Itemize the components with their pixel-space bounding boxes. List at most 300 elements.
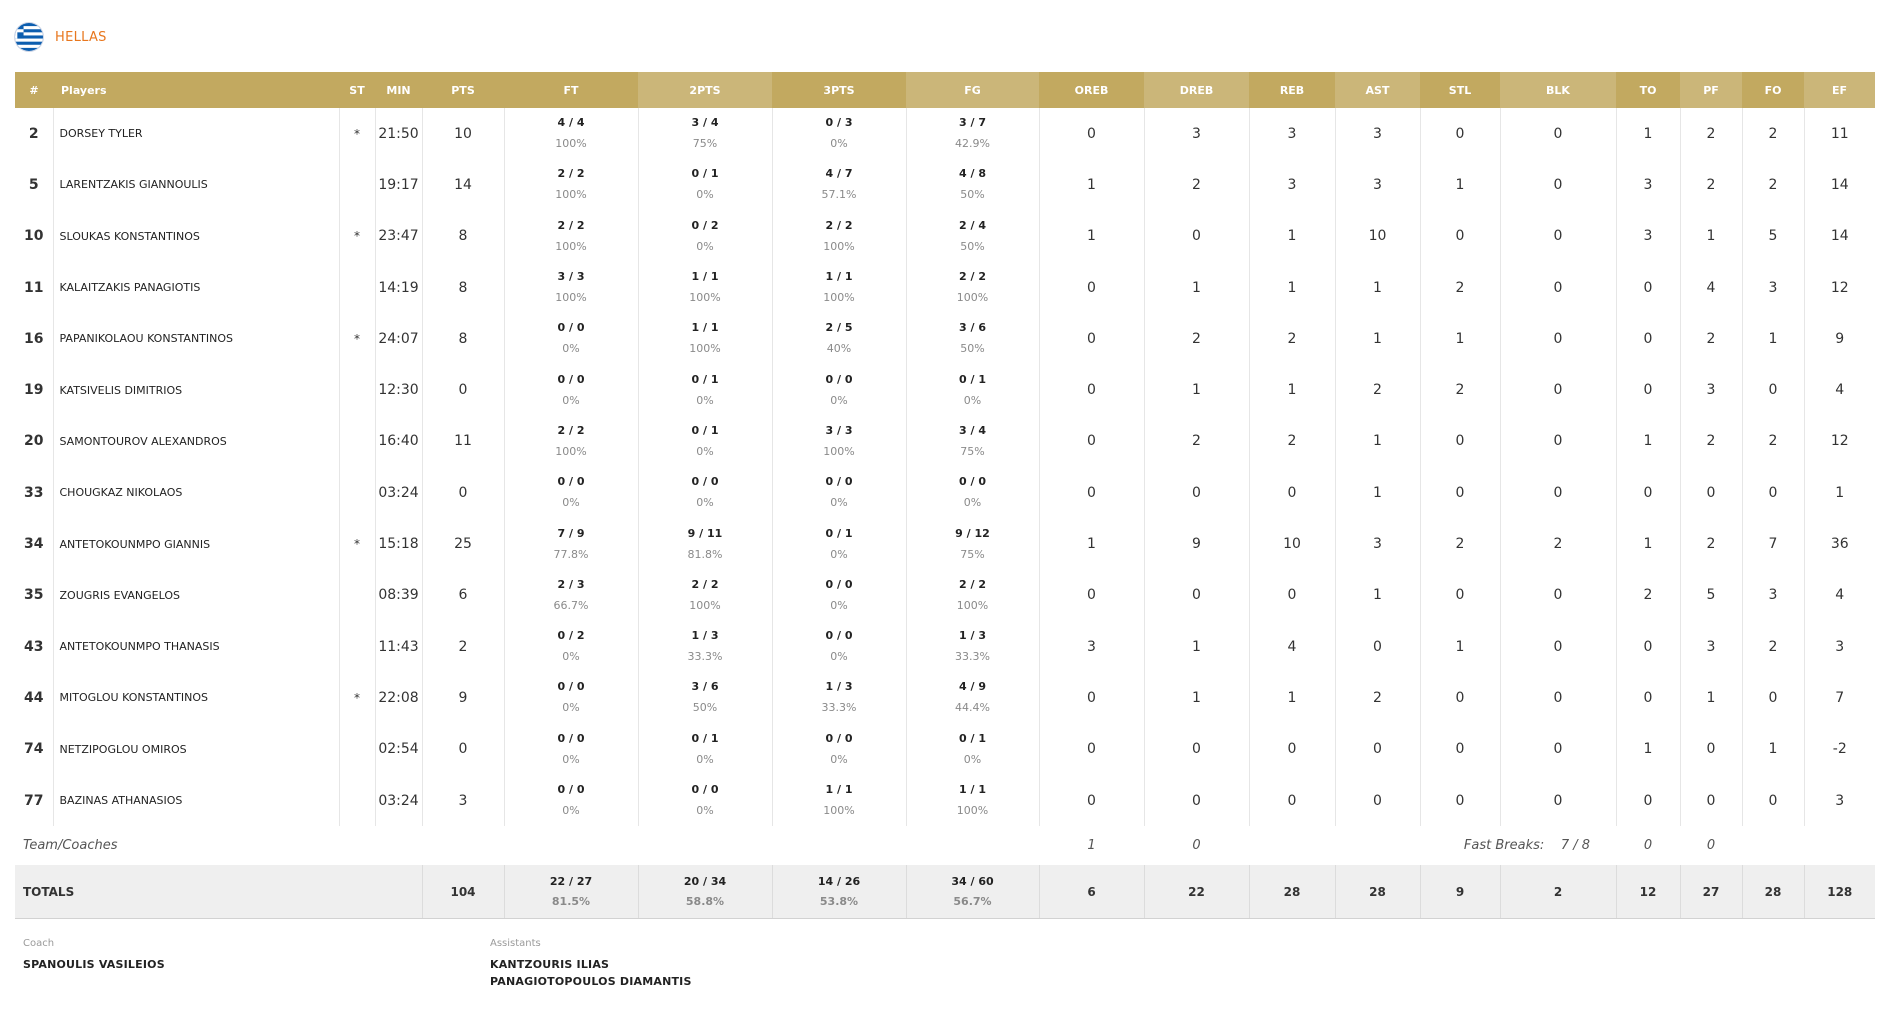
oreb: 1 — [1039, 518, 1144, 569]
p3-cell — [772, 108, 906, 159]
ft-cell — [504, 570, 638, 621]
p3-cell — [772, 159, 906, 210]
ft-pct: 0% — [562, 752, 580, 766]
ft-pct: 0% — [562, 393, 580, 407]
totals-fg-made: 34 / 60 — [951, 874, 994, 888]
team-coaches-row — [15, 826, 1875, 865]
team-pf: 0 — [1706, 838, 1716, 854]
p3-cell — [772, 518, 906, 569]
oreb: 1 — [1039, 211, 1144, 262]
p3-made: 0 / 0 — [825, 372, 853, 386]
ft-cell — [504, 211, 638, 262]
reb: 1 — [1249, 672, 1335, 723]
totals-dreb: 22 — [1144, 865, 1249, 919]
table-row — [15, 416, 1875, 467]
p3-cell — [772, 570, 906, 621]
p2-cell — [638, 211, 772, 262]
p3-made: 1 / 1 — [825, 783, 853, 796]
player-name-link[interactable]: CHOUGKAZ NIKOLAOS — [53, 467, 339, 518]
p2-pct: 0% — [696, 188, 714, 202]
dreb: 1 — [1144, 672, 1249, 723]
totals-ft-pct: 81.5% — [551, 894, 591, 908]
starter-marker — [339, 364, 375, 415]
p2-made: 2 / 2 — [691, 577, 719, 591]
ef: 12 — [1830, 433, 1849, 450]
totals-fg-pct: 56.7% — [953, 894, 992, 908]
fg-cell — [906, 467, 1039, 518]
p2-made: 0 / 0 — [691, 783, 719, 796]
starter-marker: * — [339, 313, 375, 364]
fo: 3 — [1742, 570, 1804, 621]
ef: 14 — [1830, 176, 1849, 193]
fast-breaks-label: Fast Breaks: — [1463, 838, 1545, 854]
p3-pct: 57.1% — [821, 188, 857, 202]
dreb: 1 — [1144, 621, 1249, 672]
ast: 1 — [1335, 313, 1420, 364]
totals-2pts-pct: 58.8% — [685, 894, 725, 908]
totals-pf: 27 — [1680, 865, 1742, 919]
p3-pct: 40% — [826, 342, 852, 356]
fo: 0 — [1742, 775, 1804, 826]
fg-made: 2 / 2 — [959, 270, 986, 284]
fg-made: 9 / 12 — [955, 526, 990, 540]
fg-pct: 42.9% — [955, 137, 990, 151]
p3-cell — [772, 313, 906, 364]
dreb: 2 — [1144, 159, 1249, 210]
dreb: 9 — [1144, 518, 1249, 569]
ft-made: 0 / 0 — [557, 321, 585, 335]
assistant-name: PANAGIOTOPOULOS DIAMANTIS — [490, 975, 692, 988]
ft-made: 0 / 0 — [557, 783, 585, 796]
table-row — [15, 108, 1875, 159]
totals-ft-made: 22 / 27 — [549, 874, 593, 888]
p3-cell — [772, 262, 906, 313]
minutes: 02:54 — [375, 724, 422, 775]
team-to: 0 — [1643, 838, 1653, 854]
player-name-link[interactable]: ZOUGRIS EVANGELOS — [53, 570, 339, 621]
fg-pct: 100% — [956, 291, 989, 305]
starter-marker: * — [339, 672, 375, 723]
col-header-ast[interactable]: AST — [1335, 72, 1420, 108]
starter-marker — [339, 159, 375, 210]
minutes: 11:43 — [375, 621, 422, 672]
player-number: 43 — [15, 621, 53, 672]
player-name-link[interactable]: SLOUKAS KONSTANTINOS — [53, 211, 339, 262]
ft-cell — [504, 775, 638, 826]
to: 0 — [1616, 262, 1680, 313]
blk: 0 — [1500, 467, 1616, 518]
pf: 3 — [1680, 364, 1742, 415]
table-row — [15, 211, 1875, 262]
p2-pct: 75% — [692, 137, 718, 151]
ast: 0 — [1335, 724, 1420, 775]
totals-3pts-pct: 53.8% — [819, 894, 859, 908]
reb: 0 — [1249, 467, 1335, 518]
p2-pct: 0% — [696, 804, 714, 817]
minutes: 16:40 — [375, 416, 422, 467]
col-header-to[interactable]: TO — [1616, 72, 1680, 108]
p3-pct: 33.3% — [821, 701, 857, 715]
blk: 0 — [1500, 108, 1616, 159]
ft-made: 2 / 2 — [557, 423, 585, 437]
pf: 1 — [1680, 672, 1742, 723]
ft-cell — [504, 621, 638, 672]
fg-cell — [906, 672, 1039, 723]
p2-cell — [638, 159, 772, 210]
p2-made: 0 / 1 — [691, 731, 719, 745]
fg-cell — [906, 570, 1039, 621]
to: 0 — [1616, 313, 1680, 364]
p2-made: 1 / 1 — [691, 321, 719, 335]
dreb: 0 — [1144, 570, 1249, 621]
ft-pct: 100% — [555, 188, 587, 202]
p2-made: 1 / 3 — [691, 629, 719, 643]
dreb: 0 — [1144, 775, 1249, 826]
p2-cell — [638, 108, 772, 159]
fg-pct: 75% — [960, 547, 985, 561]
dreb: 2 — [1144, 313, 1249, 364]
minutes: 12:30 — [375, 364, 422, 415]
player-name-link[interactable]: KALAITZAKIS PANAGIOTIS — [53, 262, 339, 313]
p3-cell — [772, 467, 906, 518]
points: 14 — [422, 159, 504, 210]
reb: 2 — [1249, 313, 1335, 364]
col-header-stl[interactable]: STL — [1420, 72, 1500, 108]
p2-made: 0 / 2 — [691, 218, 719, 232]
player-number: 19 — [15, 364, 53, 415]
col-header-blk[interactable]: BLK — [1500, 72, 1616, 108]
ft-made: 0 / 2 — [557, 629, 585, 643]
table-header-row — [15, 72, 1875, 108]
fg-made: 1 / 3 — [959, 629, 986, 643]
dreb: 0 — [1144, 724, 1249, 775]
ast: 1 — [1335, 262, 1420, 313]
ef: 3 — [1835, 792, 1845, 809]
oreb: 3 — [1039, 621, 1144, 672]
ef: 12 — [1830, 279, 1849, 296]
table-row — [15, 313, 1875, 364]
stl: 0 — [1420, 416, 1500, 467]
p2-made: 1 / 1 — [691, 270, 719, 284]
fg-made: 0 / 0 — [959, 475, 986, 489]
p3-made: 0 / 1 — [825, 526, 853, 540]
dreb: 0 — [1144, 211, 1249, 262]
p2-cell — [638, 621, 772, 672]
stl: 0 — [1420, 724, 1500, 775]
ft-cell — [504, 262, 638, 313]
reb: 2 — [1249, 416, 1335, 467]
blk: 0 — [1500, 416, 1616, 467]
player-name-link[interactable]: BAZINAS ATHANASIOS — [53, 775, 339, 826]
starter-marker: * — [339, 211, 375, 262]
fg-cell — [906, 262, 1039, 313]
ft-cell — [504, 108, 638, 159]
reb: 0 — [1249, 775, 1335, 826]
player-number: 35 — [15, 570, 53, 621]
pf: 1 — [1680, 211, 1742, 262]
fg-made: 3 / 7 — [959, 116, 986, 130]
player-name-link[interactable]: ANTETOKOUNMPO GIANNIS — [53, 518, 339, 569]
fo: 2 — [1742, 416, 1804, 467]
stl: 0 — [1420, 570, 1500, 621]
fg-cell — [906, 313, 1039, 364]
player-number: 10 — [15, 211, 53, 262]
blk: 0 — [1500, 313, 1616, 364]
pf: 2 — [1680, 159, 1742, 210]
col-header-st: ST — [339, 72, 375, 108]
p3-pct: 0% — [830, 137, 848, 151]
starter-marker — [339, 467, 375, 518]
p3-made: 1 / 1 — [825, 270, 853, 284]
p2-cell — [638, 775, 772, 826]
points: 8 — [422, 262, 504, 313]
p3-cell — [772, 724, 906, 775]
p3-made: 0 / 0 — [825, 629, 853, 643]
fg-pct: 100% — [956, 598, 989, 612]
ft-pct: 0% — [562, 650, 580, 664]
fo: 0 — [1742, 467, 1804, 518]
p2-pct: 0% — [696, 393, 714, 407]
fg-made: 2 / 2 — [959, 577, 986, 591]
p2-made: 3 / 6 — [691, 680, 719, 694]
pf: 2 — [1680, 416, 1742, 467]
p3-made: 3 / 3 — [825, 423, 853, 437]
col-header-players[interactable]: Players — [53, 72, 339, 108]
oreb: 0 — [1039, 313, 1144, 364]
player-number: 20 — [15, 416, 53, 467]
fg-pct: 0% — [963, 752, 982, 766]
totals-3pts — [772, 865, 906, 919]
player-number: 74 — [15, 724, 53, 775]
fo: 2 — [1742, 108, 1804, 159]
minutes: 14:19 — [375, 262, 422, 313]
points: 9 — [422, 672, 504, 723]
box-score-table — [15, 72, 1875, 919]
points: 0 — [422, 724, 504, 775]
dreb: 1 — [1144, 364, 1249, 415]
reb: 3 — [1249, 159, 1335, 210]
player-name-link[interactable]: ANTETOKOUNMPO THANASIS — [53, 621, 339, 672]
reb: 1 — [1249, 262, 1335, 313]
p3-cell — [772, 621, 906, 672]
col-header-pts[interactable]: PTS — [422, 72, 504, 108]
starter-marker — [339, 621, 375, 672]
assistants-label: Assistants — [490, 938, 541, 949]
points: 6 — [422, 570, 504, 621]
table-row — [15, 518, 1875, 569]
ef: 9 — [1835, 330, 1845, 347]
team-name[interactable]: HELLAS — [55, 29, 107, 45]
table-row — [15, 724, 1875, 775]
table-row — [15, 621, 1875, 672]
p3-pct: 0% — [830, 752, 848, 766]
totals-blk: 2 — [1500, 865, 1616, 919]
totals-oreb: 6 — [1039, 865, 1144, 919]
p3-pct: 0% — [830, 496, 848, 510]
fg-made: 4 / 9 — [959, 680, 986, 694]
fg-pct: 50% — [960, 342, 985, 356]
p3-made: 2 / 5 — [825, 321, 853, 335]
p3-pct: 0% — [830, 598, 848, 612]
ast: 2 — [1335, 672, 1420, 723]
pf: 2 — [1680, 518, 1742, 569]
ef: 14 — [1830, 228, 1849, 245]
fo: 0 — [1742, 364, 1804, 415]
player-name-link[interactable]: NETZIPOGLOU OMIROS — [53, 724, 339, 775]
col-header-pf[interactable]: PF — [1680, 72, 1742, 108]
p2-pct: 33.3% — [687, 650, 723, 664]
p3-made: 0 / 0 — [825, 731, 853, 745]
player-number: 11 — [15, 262, 53, 313]
table-row — [15, 570, 1875, 621]
fg-pct: 33.3% — [955, 650, 990, 664]
fg-cell — [906, 621, 1039, 672]
player-name-link[interactable]: MITOGLOU KONSTANTINOS — [53, 672, 339, 723]
fo: 2 — [1742, 621, 1804, 672]
totals-reb: 28 — [1249, 865, 1335, 919]
to: 1 — [1616, 108, 1680, 159]
col-header-fo[interactable]: FO — [1742, 72, 1804, 108]
fast-breaks — [1420, 826, 1616, 865]
p2-made: 0 / 1 — [691, 423, 719, 437]
stl: 0 — [1420, 775, 1500, 826]
ast: 1 — [1335, 416, 1420, 467]
ft-made: 4 / 4 — [557, 116, 585, 130]
ft-made: 2 / 3 — [557, 577, 585, 591]
p2-pct: 0% — [696, 496, 714, 510]
points: 0 — [422, 467, 504, 518]
ft-made: 2 / 2 — [557, 218, 585, 232]
player-number: 16 — [15, 313, 53, 364]
fg-pct: 50% — [960, 239, 985, 253]
team-header — [15, 22, 107, 52]
table-row — [15, 775, 1875, 826]
totals-fg — [906, 865, 1039, 919]
oreb: 0 — [1039, 416, 1144, 467]
p2-pct: 81.8% — [687, 547, 723, 561]
fg-pct: 0% — [963, 496, 982, 510]
p3-made: 2 / 2 — [825, 218, 853, 232]
p3-pct: 0% — [830, 393, 848, 407]
col-header-2pts[interactable]: 2PTS — [638, 72, 772, 108]
starter-marker: * — [339, 108, 375, 159]
minutes: 22:08 — [375, 672, 422, 723]
minutes: 15:18 — [375, 518, 422, 569]
fg-made: 3 / 6 — [959, 321, 986, 335]
team-oreb: 1 — [1087, 838, 1096, 854]
p3-cell — [772, 211, 906, 262]
dreb: 3 — [1144, 108, 1249, 159]
ef: 4 — [1835, 382, 1845, 399]
assistants-names — [490, 956, 692, 990]
ast: 3 — [1335, 108, 1420, 159]
fo: 2 — [1742, 159, 1804, 210]
ast: 0 — [1335, 775, 1420, 826]
pf: 4 — [1680, 262, 1742, 313]
ef: 36 — [1830, 536, 1849, 553]
player-name-link[interactable]: DORSEY TYLER — [53, 108, 339, 159]
points: 8 — [422, 211, 504, 262]
reb: 0 — [1249, 724, 1335, 775]
col-header-ef[interactable]: EF — [1804, 72, 1875, 108]
p2-made: 3 / 4 — [691, 116, 719, 130]
ast: 10 — [1335, 211, 1420, 262]
pf: 5 — [1680, 570, 1742, 621]
dreb: 1 — [1144, 262, 1249, 313]
blk: 2 — [1500, 518, 1616, 569]
player-name-link[interactable]: SAMONTOUROV ALEXANDROS — [53, 416, 339, 467]
p3-made: 4 / 7 — [825, 167, 853, 181]
blk: 0 — [1500, 724, 1616, 775]
fg-cell — [906, 159, 1039, 210]
fg-cell — [906, 108, 1039, 159]
oreb: 0 — [1039, 775, 1144, 826]
to: 3 — [1616, 159, 1680, 210]
pf: 2 — [1680, 108, 1742, 159]
col-header-dreb[interactable]: DREB — [1144, 72, 1249, 108]
fg-made: 1 / 1 — [959, 783, 986, 796]
blk: 0 — [1500, 775, 1616, 826]
ef: 3 — [1835, 638, 1845, 655]
fg-made: 2 / 4 — [959, 218, 986, 232]
stl: 2 — [1420, 262, 1500, 313]
p2-cell — [638, 518, 772, 569]
p3-cell — [772, 775, 906, 826]
player-name-link[interactable]: PAPANIKOLAOU KONSTANTINOS — [53, 313, 339, 364]
points: 8 — [422, 313, 504, 364]
assistant-name: KANTZOURIS ILIAS — [490, 958, 610, 971]
fo: 3 — [1742, 262, 1804, 313]
starter-marker — [339, 570, 375, 621]
fg-cell — [906, 518, 1039, 569]
to: 1 — [1616, 518, 1680, 569]
col-header-ft[interactable]: FT — [504, 72, 638, 108]
col-header-min[interactable]: MIN — [375, 72, 422, 108]
col-header-fg[interactable]: FG — [906, 72, 1039, 108]
fg-cell — [906, 724, 1039, 775]
ast: 3 — [1335, 518, 1420, 569]
coach-name: SPANOULIS VASILEIOS — [23, 958, 165, 971]
ft-cell — [504, 364, 638, 415]
p3-pct: 100% — [823, 444, 855, 458]
col-header-reb[interactable]: REB — [1249, 72, 1335, 108]
col-header-3pts[interactable]: 3PTS — [772, 72, 906, 108]
oreb: 0 — [1039, 364, 1144, 415]
starter-marker — [339, 416, 375, 467]
blk: 0 — [1500, 262, 1616, 313]
col-header-oreb[interactable]: OREB — [1039, 72, 1144, 108]
stl: 0 — [1420, 467, 1500, 518]
pf: 0 — [1680, 724, 1742, 775]
p3-made: 0 / 0 — [825, 577, 853, 591]
p3-pct: 100% — [823, 239, 855, 253]
points: 25 — [422, 518, 504, 569]
minutes: 08:39 — [375, 570, 422, 621]
player-name-link[interactable]: LARENTZAKIS GIANNOULIS — [53, 159, 339, 210]
assistants-block — [490, 938, 692, 990]
stl: 2 — [1420, 518, 1500, 569]
points: 2 — [422, 621, 504, 672]
ft-made: 0 / 0 — [557, 372, 585, 386]
minutes: 23:47 — [375, 211, 422, 262]
to: 3 — [1616, 211, 1680, 262]
player-number: 44 — [15, 672, 53, 723]
col-header-number: # — [15, 72, 53, 108]
blk: 0 — [1500, 364, 1616, 415]
ef: 4 — [1835, 587, 1845, 604]
stl: 1 — [1420, 621, 1500, 672]
player-name-link[interactable]: KATSIVELIS DIMITRIOS — [53, 364, 339, 415]
